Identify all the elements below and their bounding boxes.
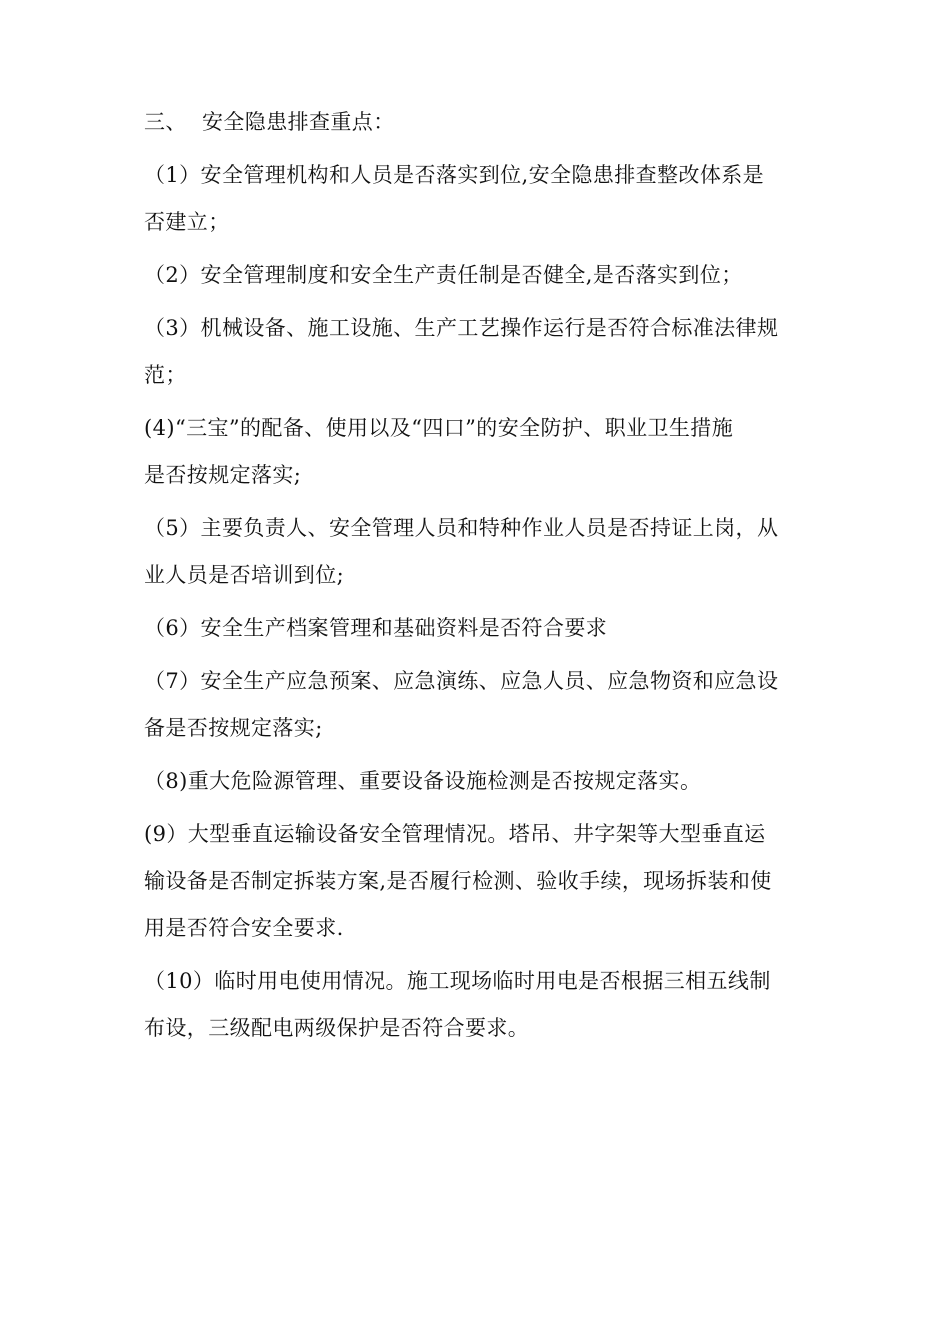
section-number: 三、 (144, 110, 187, 134)
list-item-line: 是否按规定落实; (144, 463, 302, 487)
list-item-line: （1）安全管理机构和人员是否落实到位,安全隐患排查整改体系是 (144, 163, 765, 187)
list-item (144, 416, 806, 487)
list-item-line: 否建立； (144, 210, 230, 234)
list-item (144, 769, 806, 793)
list-item-line: （6）安全生产档案管理和基础资料是否符合要求 (144, 616, 608, 640)
list-item-line: （10）临时用电使用情况。施工现场临时用电是否根据三相五线制 (144, 969, 771, 993)
list-item-line: （5）主要负责人、安全管理人员和特种作业人员是否持证上岗，从 (144, 516, 779, 540)
list-item (144, 822, 806, 940)
list-item-line: (4)“三宝”的配备、使用以及“四口”的安全防护、职业卫生措施 (144, 416, 734, 440)
list-item (144, 516, 806, 587)
list-item-line: （3）机械设备、施工设施、生产工艺操作运行是否符合标准法律规 (144, 316, 779, 340)
list-item (144, 616, 806, 640)
document-body (144, 110, 806, 1040)
list-item-line: （8)重大危险源管理、重要设备设施检测是否按规定落实。 (144, 769, 702, 793)
list-item-line: 范； (144, 363, 187, 387)
list-item-line: 业人员是否培训到位; (144, 563, 345, 587)
list-item-line: （2）安全管理制度和安全生产责任制是否健全,是否落实到位； (144, 263, 743, 287)
list-item-line: 备是否按规定落实; (144, 716, 323, 740)
list-item (144, 163, 806, 234)
list-item-line: 用是否符合安全要求. (144, 916, 344, 940)
list-item-line: 布设，三级配电两级保护是否符合要求。 (144, 1016, 530, 1040)
section-heading (144, 110, 806, 134)
list-item-line: 输设备是否制定拆装方案,是否履行检测、验收手续，现场拆装和使 (144, 869, 772, 893)
list-item (144, 969, 806, 1040)
list-item (144, 263, 806, 287)
list-item (144, 316, 806, 387)
section-title: 安全隐患排查重点： (202, 110, 395, 134)
list-item (144, 669, 806, 740)
list-item-line: (9）大型垂直运输设备安全管理情况。塔吊、井字架等大型垂直运 (144, 822, 766, 846)
list-item-line: （7）安全生产应急预案、应急演练、应急人员、应急物资和应急设 (144, 669, 779, 693)
